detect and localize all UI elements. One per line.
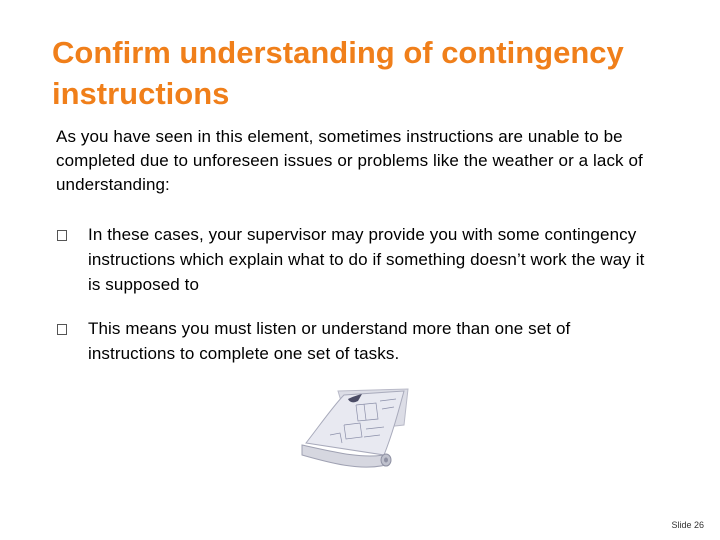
square-bullet-icon <box>57 230 67 241</box>
rolled-blueprint-plans-image <box>300 385 412 475</box>
bullet-text: This means you must listen or understand more than one set of instructions to complete one set of tasks. <box>88 319 571 363</box>
intro-paragraph: As you have seen in this element, sometimes instructions are unable to be completed due to unforeseen issues or problems like the weather or a lack of understanding: <box>56 127 643 194</box>
square-bullet-icon <box>57 324 67 335</box>
bullet-text: In these cases, your supervisor may provide you with some contingency instructions which explain what to do if something doesn’t work the way it is supposed to <box>88 225 645 294</box>
slide-title: Confirm understanding of contingency instructions <box>52 35 624 111</box>
slide-number: Slide 26 <box>671 520 704 530</box>
